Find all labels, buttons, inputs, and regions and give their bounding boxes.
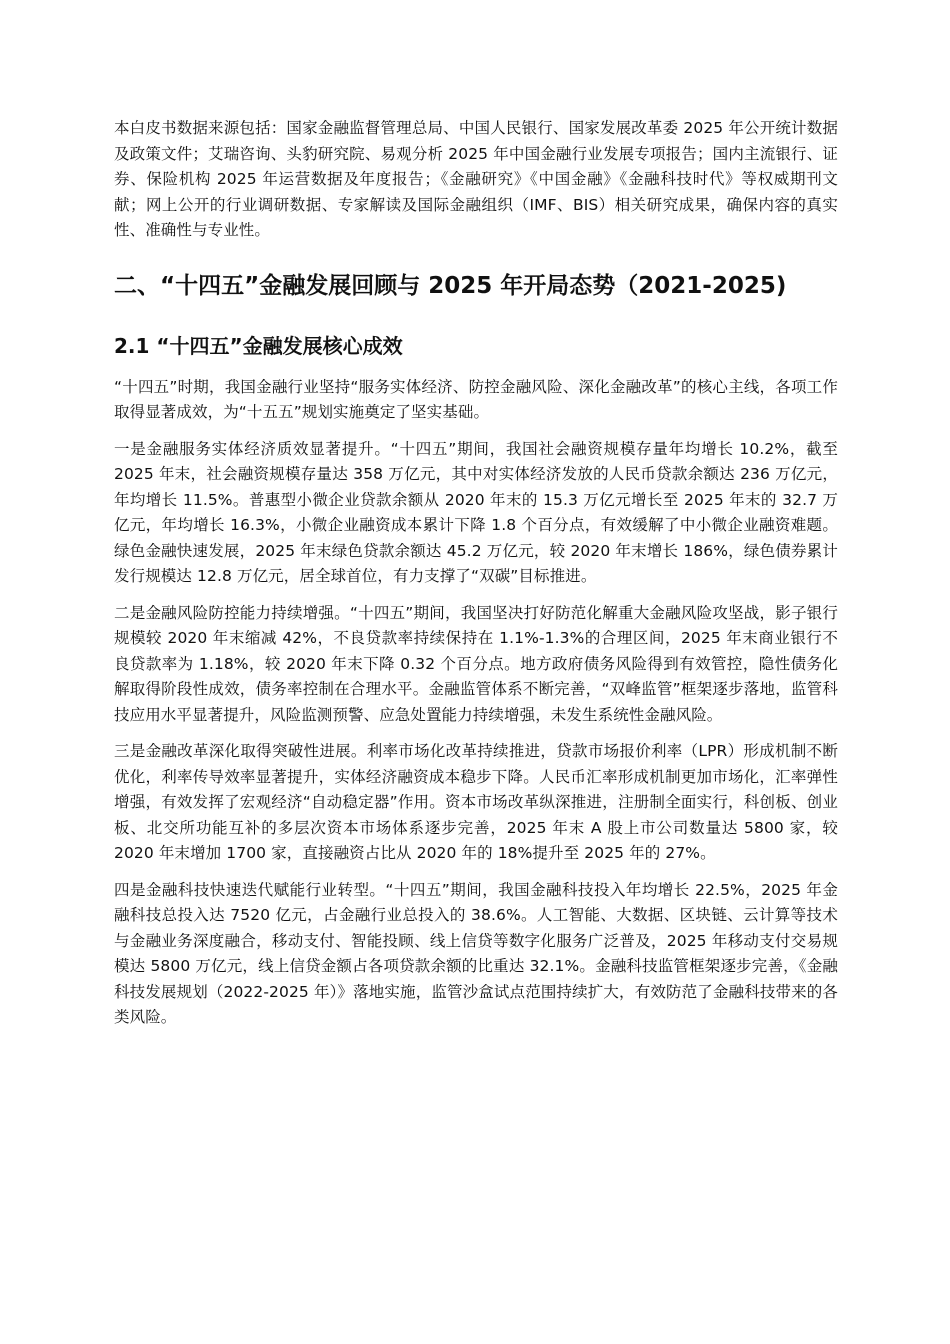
intro-paragraph: 本白皮书数据来源包括：国家金融监督管理总局、中国人民银行、国家发展改革委 2025 年公开统计数据及政策文件；艾瑞咨询、头豹研究院、易观分析 2025 年中国金融行业发展专项报告；国内主流银行、证券、保险机构 2025 年运营数据及年度报告；《金融研究》《中国金融》《金融科技时代》等权威期刊文献；网上公开的行业调研数据、专家解读及国际金融组织（IMF、BIS）相关研究成果，确保内容的真实性、准确性与专业性。	[114, 119, 838, 239]
section-heading: 二、“十四五”金融发展回顾与 2025 年开局态势（2021-2025)	[114, 272, 787, 299]
subsection-heading: 2.1 “十四五”金融发展核心成效	[114, 333, 403, 358]
document-page	[114, 116, 838, 1042]
body-paragraph-fintech: 四是金融科技快速迭代赋能行业转型。“十四五”期间，我国金融科技投入年均增长 22.5%，2025 年金融科技总投入达 7520 亿元，占金融行业总投入的 38.6%。人工智能、大数据、区块链、云计算等技术与金融业务深度融合，移动支付、智能投顾、线上信贷等数字化服务广泛普及，2025 年移动支付交易规模达 5800 万亿元，线上信贷金额占各项贷款余额的比重达 32.1%。金融科技监管框架逐步完善，《金融科技发展规划（2022-2025 年）》落地实施，监管沙盒试点范围持续扩大，有效防范了金融科技带来的各类风险。	[114, 880, 838, 1026]
body-paragraph-overview: “十四五”时期，我国金融行业坚持“服务实体经济、防控金融风险、深化金融改革”的核心主线，各项工作取得显著成效，为“十五五”规划实施奠定了坚实基础。	[114, 377, 838, 421]
body-paragraph-reform: 三是金融改革深化取得突破性进展。利率市场化改革持续推进，贷款市场报价利率（LPR）形成机制不断优化，利率传导效率显著提升，实体经济融资成本稳步下降。人民币汇率形成机制更加市场化，汇率弹性增强，有效发挥了宏观经济“自动稳定器”作用。资本市场改革纵深推进，注册制全面实行，科创板、创业板、北交所功能互补的多层次资本市场体系逐步完善，2025 年末 A 股上市公司数量达 5800 家，较 2020 年末增加 1700 家，直接融资占比从 2020 年的 18%提升至 2025 年的 27%。	[114, 742, 838, 862]
body-paragraph-real-economy: 一是金融服务实体经济质效显著提升。“十四五”期间，我国社会融资规模存量年均增长 10.2%，截至 2025 年末，社会融资规模存量达 358 万亿元，其中对实体经济发放的人民币贷款余额达 236 万亿元，年均增长 11.5%。普惠型小微企业贷款余额从 2020 年末的 15.3 万亿元增长至 2025 年末的 32.7 万亿元，年均增长 16.3%，小微企业融资成本累计下降 1.8 个百分点，有效缓解了中小微企业融资难题。绿色金融快速发展，2025 年末绿色贷款余额达 45.2 万亿元，较 2020 年末增长 186%，绿色债券累计发行规模达 12.8 万亿元，居全球首位，有力支撑了“双碳”目标推进。	[114, 439, 838, 585]
body-paragraph-risk-control: 二是金融风险防控能力持续增强。“十四五”期间，我国坚决打好防范化解重大金融风险攻坚战，影子银行规模较 2020 年末缩减 42%，不良贷款率持续保持在 1.1%-1.3%的合理区间，2025 年末商业银行不良贷款率为 1.18%，较 2020 年末下降 0.32 个百分点。地方政府债务风险得到有效管控，隐性债务化解取得阶段性成效，债务率控制在合理水平。金融监管体系不断完善，“双峰监管”框架逐步落地，监管科技应用水平显著提升，风险监测预警、应急处置能力持续增强，未发生系统性金融风险。	[114, 603, 838, 724]
